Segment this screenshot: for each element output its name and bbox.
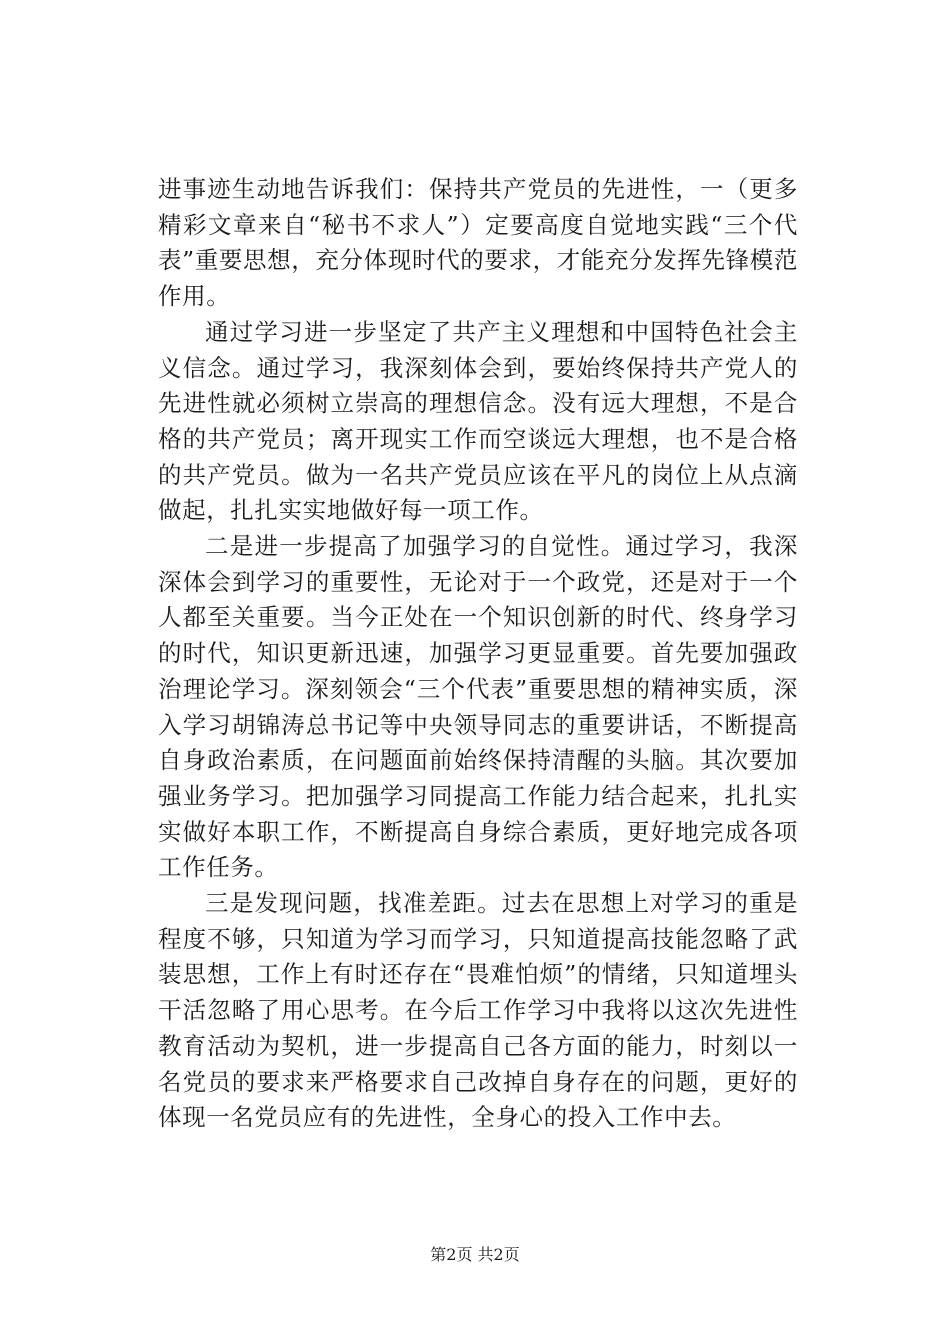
paragraph-problems: 三是发现问题，找准差距。过去在思想上对学习的重是程度不够，只知道为学习而学习，只知道提高技能忽略了武装思想，工作上有时还存在“畏难怕烦”的情绪，只知道埋头干活忽略了用心思考。在今后工作学习中我将以这次先进性教育活动为契机，进一步提高自己各方面的能力，时刻以一名党员的要求来严格要求自己改掉自身存在的问题，更好的体现一名党员应有的先进性，全身心的投入工作中去。 <box>158 889 798 1132</box>
document-body <box>158 172 798 1136</box>
paragraph-learning: 二是进一步提高了加强学习的自觉性。通过学习，我深深体会到学习的重要性，无论对于一个政党，还是对于一个人都至关重要。当今正处在一个知识创新的时代、终身学习的时代，知识更新迅速，加强学习更显重要。首先要加强政治理论学习。深刻领会“三个代表”重要思想的精神实质，深入学习胡锦涛总书记等中央领导同志的重要讲话，不断提高自身政治素质，在问题面前始终保持清醒的头脑。其次要加强业务学习。把加强学习同提高工作能力结合起来，扎扎实实做好本职工作，不断提高自身综合素质，更好地完成各项工作任务。 <box>158 532 798 882</box>
paragraph-continuation: 进事迹生动地告诉我们：保持共产党员的先进性，一（更多精彩文章来自“秘书不求人”）定要高度自觉地实践“三个代表”重要思想，充分体现时代的要求，才能充分发挥先锋模范作用。 <box>158 175 798 311</box>
paragraph-ideals: 通过学习进一步坚定了共产主义理想和中国特色社会主义信念。通过学习，我深刻体会到，要始终保持共产党人的先进性就必须树立崇高的理想信念。没有远大理想，不是合格的共产党员；离开现实工作而空谈远大理想，也不是合格的共产党员。做为一名共产党员应该在平凡的岗位上从点滴做起，扎扎实实地做好每一项工作。 <box>158 317 798 525</box>
page-number-footer: 第2页 共2页 <box>430 1245 520 1264</box>
